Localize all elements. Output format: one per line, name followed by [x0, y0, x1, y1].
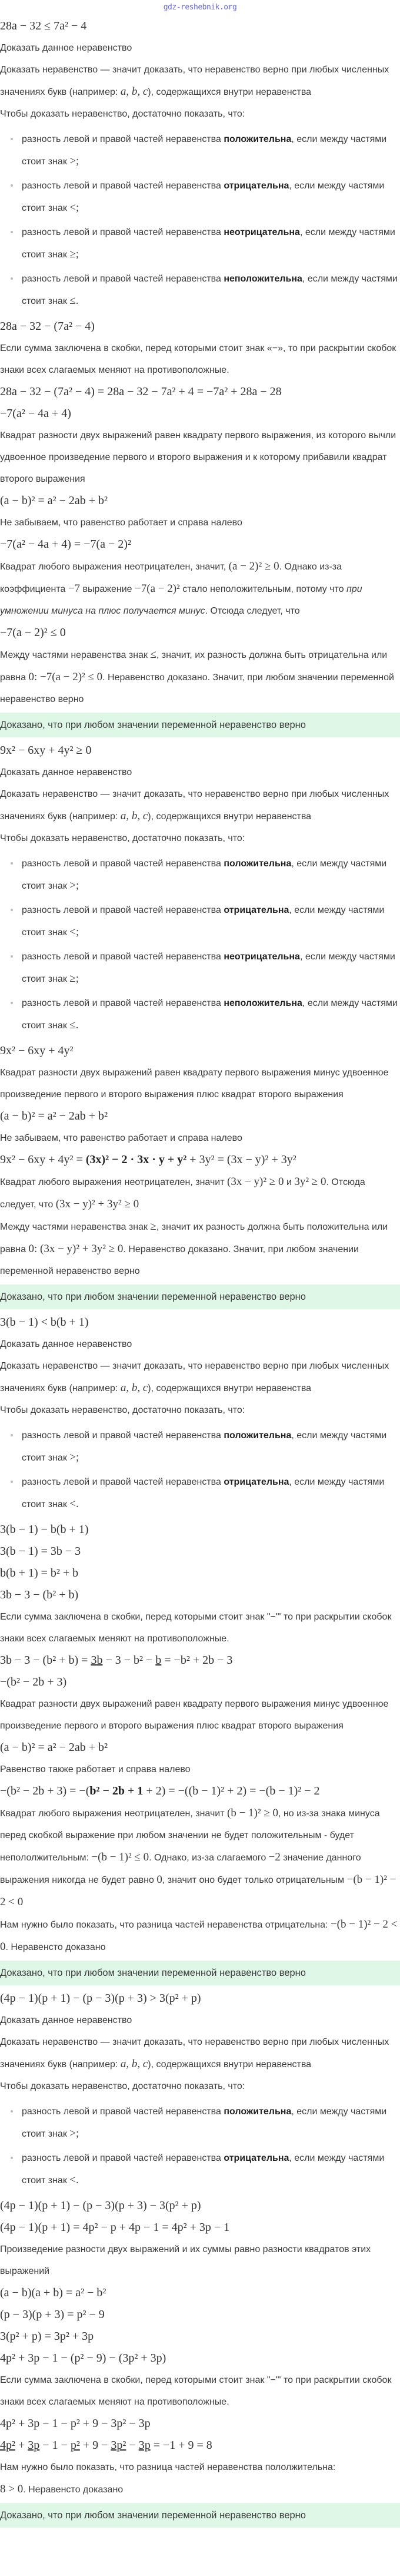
list-item	[22, 1471, 400, 1515]
text-run: Если сумма заключена в скобки, перед которыми стоит знак «−», то при раскрытии скобок знаки всех слагаемых меняют на противоположные.	[0, 343, 396, 375]
site-watermark-header[interactable]: gdz-reshebnik.org	[163, 3, 237, 12]
paragraph	[0, 1127, 400, 1149]
paragraph	[0, 1399, 400, 1421]
paragraph	[0, 2009, 400, 2031]
text-run: ), содержащихся внутри неравенства	[148, 2060, 312, 2070]
inline-formula: ≥	[150, 1220, 156, 1233]
condition-list	[0, 1425, 400, 1515]
text-run: ), содержащихся внутри неравенства	[148, 1383, 312, 1393]
formula-line: 3(b − 1) − b(b + 1)	[0, 1523, 89, 1536]
inline-formula: <.	[69, 1498, 79, 1510]
text-run: , если между частями стоит знак	[22, 905, 385, 938]
text-run: Доказать неравенство — значит доказать, что неравенство верно при любых численных значениях букв (например:	[0, 789, 389, 822]
inline-formula: (b − 1)² ≥ 0	[227, 1807, 278, 1819]
text-run: , если между частями стоит знак	[22, 952, 395, 984]
text-run: −(b² − 2b + 3) = −(	[0, 1784, 90, 1797]
text-run: , если между частями стоит знак	[22, 2153, 385, 2186]
inline-formula: 0	[156, 1873, 162, 1886]
proven-banner: Доказано, что при любом значении переменной неравенство верно	[0, 2503, 400, 2528]
paragraph	[0, 103, 400, 125]
list-item	[22, 946, 400, 990]
inline-formula: ≤	[150, 648, 156, 661]
text-run: Если сумма заключена в скобки, перед которыми стоит знак "−"' то при раскрытии скобок знаки всех слагаемых меняют на противоположные.	[0, 1612, 392, 1644]
formula-line: 4p² + 3p − 1 − p² + 9 − 3p² − 3p	[0, 2417, 151, 2430]
text-run: −	[126, 2439, 139, 2452]
text-run: Не забываем, что равенство работает и справа налево	[0, 1133, 242, 1143]
text-run: Квадрат любого выражения неотрицателен, значит	[0, 1809, 227, 1819]
inline-formula: (a − 2)² ≥ 0	[228, 560, 279, 572]
inline-formula: >;	[69, 2127, 79, 2140]
proven-banner: Доказано, что при любом значении переменной неравенство верно	[0, 1961, 400, 1985]
list-item	[22, 2101, 400, 2145]
text-run: − 1 −	[39, 2439, 71, 2452]
text-run: , если между частями стоит знак	[22, 1431, 387, 1463]
inline-formula: >;	[69, 155, 79, 167]
formula-line: (4p − 1)(p + 1) = 4p² − p + 4p − 1 = 4p² + 3p − 1	[0, 2221, 230, 2234]
paragraph	[0, 1216, 400, 1282]
list-item	[22, 268, 400, 312]
inline-formula: a, b, c	[120, 85, 148, 98]
text-run: разность левой и правой частей неравенства	[22, 134, 224, 144]
bold-text: неотрицательна	[224, 227, 300, 237]
text-run: и	[284, 1177, 295, 1187]
text-run: Между частями неравенства знак	[0, 1222, 151, 1232]
condition-list	[0, 853, 400, 1037]
text-run: стало неположительным, потому что	[179, 584, 347, 594]
bold-text: положительна	[224, 859, 292, 869]
formula-line: (a − b)² = a² − 2ab + b²	[0, 494, 108, 507]
text-run: + 9 −	[79, 2439, 111, 2452]
text-run: Доказать данное неравенство	[0, 767, 132, 777]
formula-line: (a − b)² = a² − 2ab + b²	[0, 1741, 108, 1754]
paragraph	[0, 512, 400, 534]
text-run: Квадрат любого выражения неотрицателен, значит	[0, 1177, 227, 1187]
text-run: . Неравенсто доказано	[5, 1942, 106, 1952]
problem-inequality: 3(b − 1) < b(b + 1)	[0, 1316, 89, 1329]
paragraph	[0, 2031, 400, 2075]
formula-line: (p − 3)(p + 3) = p² − 9	[0, 2308, 105, 2321]
formula-line: (4p − 1)(p + 1) − (p − 3)(p + 3) − 3(p² + p)	[0, 2199, 201, 2212]
text-run: 3b − 3 − (b² + b) =	[0, 1654, 91, 1667]
text-run: 4p²	[0, 2439, 15, 2452]
text-run: Чтобы доказать неравенство, достаточно показать, что:	[0, 109, 245, 119]
list-item	[22, 992, 400, 1037]
problem-inequality: (4p − 1)(p + 1) − (p − 3)(p + 3) > 3(p² + p)	[0, 1992, 201, 2005]
formula-line	[0, 1650, 400, 1671]
formula-line: 3(b − 1) = 3b − 3	[0, 1545, 81, 1558]
formula-line: b(b + 1) = b² + b	[0, 1567, 79, 1580]
text-run: Чтобы доказать неравенство, достаточно показать, что:	[0, 2081, 245, 2091]
list-item	[22, 128, 400, 173]
bold-text: положительна	[224, 1431, 292, 1441]
inline-formula: −(b − 1)² ≤ 0	[91, 1851, 149, 1863]
inline-formula: <;	[69, 201, 79, 214]
inline-formula: >;	[69, 1451, 79, 1464]
proven-banner: Доказано, что при любом значении переменной неравенство верно	[0, 1284, 400, 1309]
bold-text: положительна	[224, 134, 292, 144]
paragraph	[0, 2239, 400, 2282]
text-run: 3p	[28, 2439, 40, 2452]
text-run: , значит, их разность должна быть отрицательна или равна	[0, 650, 388, 683]
bold-text: отрицательна	[224, 905, 289, 915]
inline-formula: ≤.	[69, 1019, 79, 1031]
inline-formula: −(b − 1)² − 2 < 0	[0, 1918, 398, 1953]
bold-text: отрицательна	[224, 2153, 289, 2163]
inline-formula: <;	[69, 926, 79, 938]
list-item	[22, 899, 400, 943]
text-run: разность левой и правой частей неравенства	[22, 2107, 224, 2117]
inline-formula: −(b − 1)² − 2 < 0	[0, 1873, 396, 1908]
text-run: . Неравенство доказано. Значит, при любом значении переменной неравенство верно	[0, 673, 394, 704]
formula-line	[0, 1780, 400, 1802]
inline-formula: <.	[69, 2174, 79, 2186]
text-run: , если между частями стоит знак	[22, 1477, 385, 1509]
text-run: выражение	[80, 584, 135, 594]
inline-formula: 0: (3x − y)² + 3y² ≥ 0	[28, 1243, 124, 1255]
text-run: разность левой и правой частей неравенства	[22, 1431, 224, 1441]
text-run: 3p	[138, 2439, 151, 2452]
paragraph	[0, 59, 400, 103]
paragraph	[0, 37, 400, 59]
text-run: Квадрат разности двух выражений равен квадрату первого выражения, из которого вычли удвоенное произведение первого и второго выражения и к которому прибавили квадрат второго выражения	[0, 431, 396, 484]
text-run: . Неравенсто доказано	[23, 2485, 124, 2495]
formula-line: −(b² − 2b + 3)	[0, 1676, 67, 1688]
inline-formula: 8 > 0	[0, 2483, 24, 2495]
paragraph	[0, 1913, 400, 1958]
list-item	[22, 853, 400, 897]
inline-formula: −7	[68, 582, 81, 595]
inline-formula: (3x − y)² + 3y² ≥ 0	[55, 1198, 139, 1210]
text-run: . Отсюда следует, что	[205, 606, 300, 616]
paragraph	[0, 2369, 400, 2413]
text-run: разность левой и правой частей неравенства	[22, 2153, 224, 2163]
text-run: Не забываем, что равенство работает и справа налево	[0, 518, 242, 528]
formula-line: 3b − 3 − (b² + b)	[0, 1588, 79, 1601]
problem-inequality: 28a − 32 ≤ 7a² − 4	[0, 19, 87, 32]
text-run: 3b	[91, 1654, 103, 1667]
text-run: разность левой и правой частей неравенства	[22, 227, 224, 237]
text-run: − 3 − b² −	[102, 1654, 156, 1667]
formula-line: 28a − 32 − (7a² − 4) = 28a − 32 − 7a² + 4 = −7a² + 28a − 28	[0, 385, 282, 398]
text-run: Квадрат разности двух выражений равен квадрату первого выражения минус удвоенное произведение первого и второго выражения плюс квадрат второго выражения	[0, 1699, 389, 1731]
formula-line: −7(a − 2)² ≤ 0	[0, 626, 66, 639]
bold-text: отрицательна	[224, 1477, 289, 1487]
paragraph	[0, 1606, 400, 1650]
text-run: Доказать данное неравенство	[0, 43, 132, 53]
text-run: 3p²	[111, 2439, 126, 2452]
formula-line: −7(a² − 4a + 4)	[0, 407, 71, 420]
list-item	[22, 175, 400, 219]
text-run: = −1 + 9 = 8	[150, 2439, 212, 2452]
text-run: p²	[70, 2439, 80, 2452]
condition-list	[0, 128, 400, 312]
text-run: Произведение разности двух выражений и их суммы равно разности квадратов этих выражений	[0, 2244, 371, 2276]
inline-formula: −2	[268, 1851, 281, 1863]
text-run: + 2) = −((b − 1)² + 2) = −(b − 1)² − 2	[143, 1784, 320, 1797]
inline-formula: ≥;	[69, 248, 79, 260]
formula-line	[0, 1149, 400, 1171]
bold-text: (3x)² − 2 · 3x · y + y²	[85, 1153, 187, 1166]
formula-line: (a − b)(a + b) = a² − b²	[0, 2286, 106, 2299]
paragraph	[0, 555, 400, 622]
text-run: разность левой и правой частей неравенства	[22, 952, 224, 962]
text-run: Доказать неравенство — значит доказать, что неравенство верно при любых численных значениях букв (например:	[0, 2037, 389, 2070]
paragraph	[0, 1062, 400, 1105]
text-run: , если между частями стоит знак	[22, 859, 387, 891]
text-run: Если сумма заключена в скобки, перед которыми стоит знак "−"' то при раскрытии скобок знаки всех слагаемых меняют на противоположные.	[0, 2375, 392, 2407]
condition-list	[0, 2101, 400, 2191]
text-run: . Неравенство доказано. Значит, при любом значении переменной неравенство верно	[0, 1244, 359, 1276]
inline-formula: −7(a − 2)²	[135, 582, 180, 595]
text-run: Между частями неравенства знак	[0, 650, 151, 660]
paragraph	[0, 2456, 400, 2478]
inline-formula: a, b, c	[120, 810, 148, 822]
formula-line: 28a − 32 − (7a² − 4)	[0, 320, 95, 333]
text-run: . Однако, из-за слагаемого	[149, 1853, 269, 1863]
text-run: Равенство также работает и справа налево	[0, 1764, 191, 1774]
bold-text: положительна	[224, 2107, 292, 2117]
text-run: 9x² − 6xy + 4y² =	[0, 1153, 86, 1166]
paragraph	[0, 1693, 400, 1737]
text-run: Доказать данное неравенство	[0, 2015, 132, 2025]
paragraph	[0, 2478, 400, 2501]
paragraph	[0, 1355, 400, 1399]
solution-document	[0, 15, 400, 2528]
text-run: разность левой и правой частей неравенства	[22, 274, 224, 284]
text-run: +	[15, 2439, 28, 2452]
paragraph	[0, 783, 400, 827]
list-item	[22, 221, 400, 266]
italic-text: при умножении минуса на плюс получается минус	[0, 584, 362, 616]
inline-formula: 0: −7(a − 2)² ≤ 0	[28, 671, 103, 683]
text-run: Квадрат разности двух выражений равен квадрату первого выражения минус удвоенное произведение первого и второго выражения плюс квадрат второго выражения	[0, 1068, 389, 1100]
list-item	[22, 1425, 400, 1469]
text-run: Чтобы доказать неравенство, достаточно показать, что:	[0, 1405, 245, 1415]
text-run: , если между частями стоит знак	[22, 998, 398, 1031]
text-run: разность левой и правой частей неравенства	[22, 181, 224, 191]
formula-line: (a − b)² = a² − 2ab + b²	[0, 1110, 108, 1123]
paragraph	[0, 1759, 400, 1780]
text-run: . Отсюда следует, что	[0, 1177, 365, 1210]
text-run: = −b² + 2b − 3	[161, 1654, 233, 1667]
bold-text: неположительна	[224, 998, 302, 1008]
problem-inequality: 9x² − 6xy + 4y² ≥ 0	[0, 744, 92, 757]
text-run: Нам нужно было показать, что разница частей неравенства отрицательна:	[0, 1920, 331, 1930]
text-run: Чтобы доказать неравенство, достаточно показать, что:	[0, 833, 245, 843]
inline-formula: 3y² ≥ 0	[294, 1176, 326, 1188]
paragraph	[0, 337, 400, 381]
text-run: , если между частями стоит знак	[22, 134, 387, 167]
text-run: разность левой и правой частей неравенства	[22, 998, 224, 1008]
inline-formula: ≤.	[69, 294, 79, 307]
formula-line: 9x² − 6xy + 4y²	[0, 1044, 74, 1057]
paragraph	[0, 1171, 400, 1216]
inline-formula: a, b, c	[120, 1382, 148, 1394]
text-run: ), содержащихся внутри неравенства	[148, 812, 312, 822]
problem-section	[0, 740, 400, 1309]
text-run: значение данного выражения никогда не будет равно	[0, 1853, 361, 1885]
bold-text: неположительна	[224, 274, 302, 284]
formula-line: 3(p² + p) = 3p² + 3p	[0, 2330, 94, 2343]
paragraph	[0, 761, 400, 783]
problem-section	[0, 15, 400, 737]
paragraph	[0, 827, 400, 849]
text-run: , если между частями стоит знак	[22, 227, 395, 260]
text-run: . Однако из-за коэффициента	[0, 562, 342, 594]
text-run: Доказать неравенство — значит доказать, что неравенство верно при любых численных значениях букв (например:	[0, 65, 389, 97]
text-run: ), содержащихся внутри неравенства	[148, 87, 312, 97]
text-run: Квадрат любого выражения неотрицателен, значит,	[0, 562, 229, 572]
list-item	[22, 2147, 400, 2191]
text-run: Доказать неравенство — значит доказать, что неравенство верно при любых численных значениях букв (например:	[0, 1361, 389, 1393]
text-run: разность левой и правой частей неравенства	[22, 905, 224, 915]
inline-formula: >;	[69, 879, 79, 892]
paragraph	[0, 2075, 400, 2097]
formula-line: −7(a² − 4a + 4) = −7(a − 2)²	[0, 538, 131, 551]
inline-formula: a, b, c	[120, 2058, 148, 2070]
text-run: b	[155, 1654, 162, 1667]
problem-section	[0, 1988, 400, 2528]
formula-line	[0, 2435, 400, 2456]
formula-line: 4p² + 3p − 1 − (p² − 9) − (3p² + 3p)	[0, 2352, 166, 2365]
bold-text: b² − 2b + 1	[89, 1784, 144, 1797]
proven-banner: Доказано, что при любом значении переменной неравенство верно	[0, 713, 400, 737]
problem-section	[0, 1312, 400, 1985]
text-run: , если между частями стоит знак	[22, 181, 385, 213]
text-run: + 3y² = (3x − y)² + 3y²	[186, 1153, 296, 1166]
text-run: , если между частями стоит знак	[22, 2107, 387, 2139]
paragraph	[0, 1333, 400, 1355]
text-run: , но из-за знака минуса перед скобкой выражение при любом значении не будет положительным - будет непололжительным:	[0, 1809, 380, 1863]
text-run: разность левой и правой частей неравенства	[22, 1477, 224, 1487]
text-run: разность левой и правой частей неравенства	[22, 859, 224, 869]
paragraph	[0, 1802, 400, 1913]
text-run: , значит их разность должна быть положительна или равна	[0, 1222, 388, 1254]
text-run: , если между частями стоит знак	[22, 274, 398, 306]
text-run: Доказать данное неравенство	[0, 1339, 132, 1349]
paragraph	[0, 425, 400, 490]
bold-text: неотрицательна	[224, 952, 300, 962]
bold-text: отрицательна	[224, 181, 289, 191]
inline-formula: (3x − y)² ≥ 0	[227, 1176, 284, 1188]
text-run: Нам нужно было показать, что разница частей неравенства пололжительна:	[0, 2462, 336, 2472]
paragraph	[0, 644, 400, 710]
text-run: , значит оно будет только отрицательным	[162, 1875, 347, 1885]
inline-formula: ≥;	[69, 972, 79, 985]
